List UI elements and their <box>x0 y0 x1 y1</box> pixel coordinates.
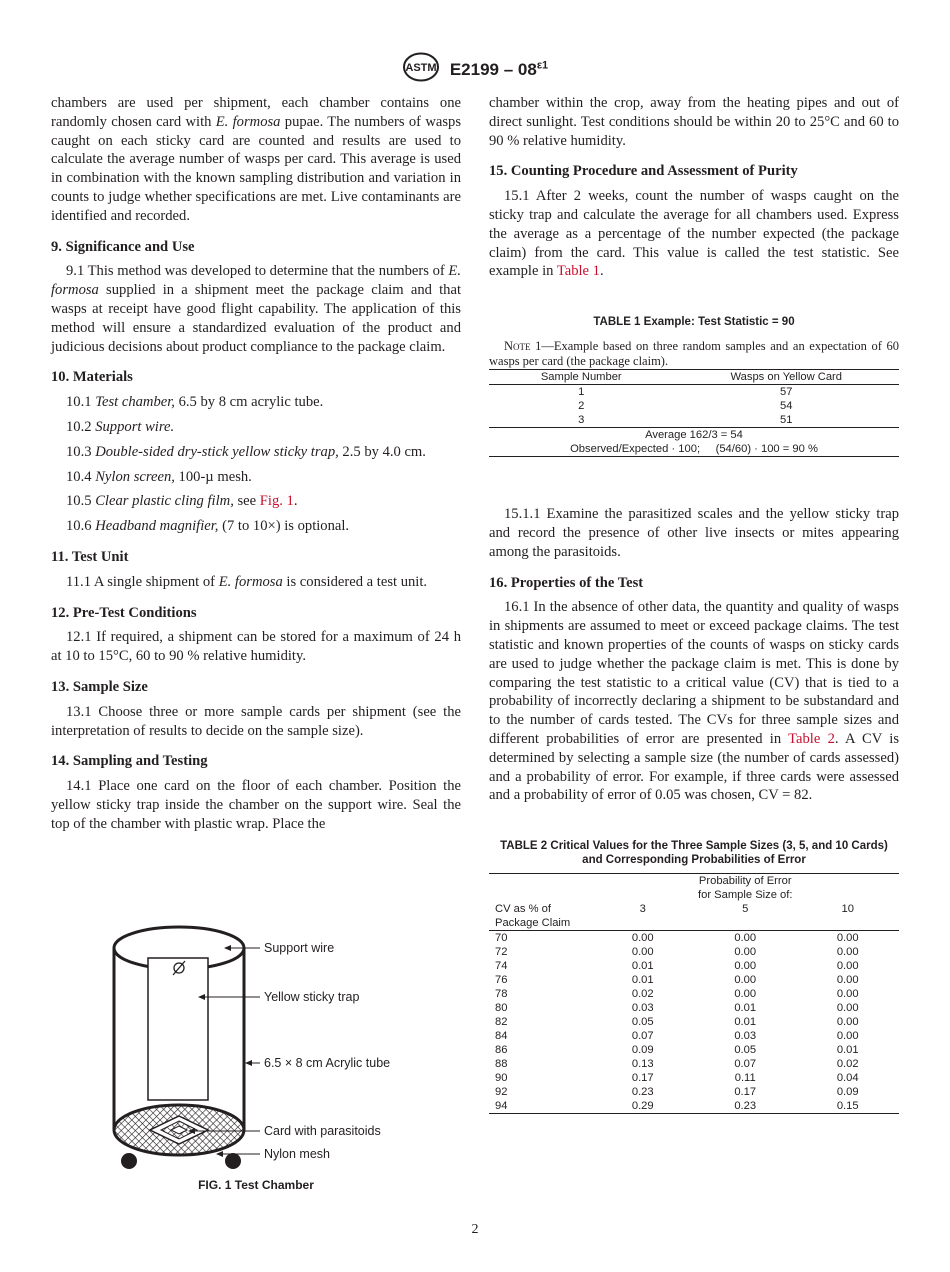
intro-paragraph: chambers are used per shipment, each chamber contains one randomly chosen card with E. formosa pupae. The numbers of wasps caught on each sticky card are counted and results are used to calculate the average number of wasps per card. This average is used in combination with the known sampling distribution and variation in counts to judge whether specifications are met. Live contaminants are identified and recorded. <box>51 95 462 224</box>
section-14-heading: 14. Sampling and Testing <box>51 753 208 770</box>
table-cell: 0.00 <box>631 946 654 959</box>
material-item: 10.2 Support wire. <box>66 418 175 435</box>
table-cell: 0.00 <box>836 932 859 945</box>
table-1 <box>489 369 899 457</box>
section-16-1: 16.1 In the absence of other data, the quantity and quality of wasps in shipments are assumed to meet or exceed package claims. The test statistic and known properties of the counts of wasps on sticky cards are used to judge whether the package claim is met. This is done by comparing the test statistic to a critical value (CV) that is tied to a probability of incorrectly declaring a shipment to be substandard and to the number of cards tested. The CVs for three sample sizes and different probabilities of error are presented in Table 2. A CV is determined by selecting a sample size (the number of cards assessed) and a probability of error. For example, if three cards were assessed and a probability of error of 0.05 was chosen, CV = 82. <box>489 599 900 804</box>
table-1-note: Note 1—Example based on three random samples and an expectation of 60 wasps per card (the package claim). <box>489 339 899 369</box>
table-row <box>489 1043 899 1057</box>
section-11-heading: 11. Test Unit <box>51 548 129 565</box>
continued-paragraph: chamber within the crop, away from the heating pipes and out of direct sunlight. Test conditions should be within 20 to 25°C and 60 to 90 % relative humidity. <box>489 95 899 149</box>
table-cell: 0.29 <box>592 1099 694 1114</box>
table-cell: 0.00 <box>836 946 859 959</box>
table-cell: 0.05 <box>631 1016 654 1029</box>
section-14-1: 14.1 Place one card on the floor of each chamber. Position the yellow sticky trap inside the chamber on the support wire. Seal the top of the chamber with plastic wrap. Place the <box>51 778 461 832</box>
label-yellow-sticky-trap: Yellow sticky trap <box>264 990 360 1004</box>
section-9-1: 9.1 This method was developed to determine that the numbers of E. formosa supplied in a shipment meet the package claim and that wasps at receipt have good flight capability. The application of this method will ensure a standardized evaluation of the product and judicious decisions about product compliance to the package claim. <box>51 263 461 355</box>
table-row: 3 51 <box>578 414 793 427</box>
table-1-link[interactable]: Table 1 <box>556 263 600 280</box>
table-cell: 0.00 <box>836 988 859 1001</box>
section-13-heading: 13. Sample Size <box>51 678 148 695</box>
table-1-observed: Observed/Expected · 100; (54/60) · 100 = 90 % <box>489 442 899 457</box>
table-2-link[interactable]: Table 2 <box>788 730 835 747</box>
table-cell: 0.23 <box>694 1099 796 1114</box>
table-cell: 78 <box>495 988 508 1001</box>
svg-text:ASTM: ASTM <box>405 62 437 74</box>
table-cell: 74 <box>495 960 508 973</box>
section-15-1: 15.1 After 2 weeks, count the number of wasps caught on the sticky trap and calculate the average for all chambers used. Express the average as a percentage of the number expected (the package claim) from the card. This value is called the test statistic. See example in Table 1. <box>489 188 899 280</box>
table-row <box>489 987 899 1001</box>
table-cell: 0.07 <box>734 1058 757 1071</box>
table-cell: 0.01 <box>734 1002 757 1015</box>
table-cell: 0.02 <box>836 1058 859 1071</box>
astm-logo-icon <box>402 52 440 87</box>
label-card-with-parasitoids: Card with parasitoids <box>264 1124 381 1138</box>
left-column <box>51 94 461 834</box>
material-item: 10.5 Clear plastic cling film, see Fig. 1. <box>66 493 298 510</box>
table-cell: 0.23 <box>631 1086 654 1099</box>
table-row: 2 54 <box>578 400 793 413</box>
table-cell: 0.00 <box>631 932 654 945</box>
table-1-header: Sample Number <box>489 370 674 385</box>
table-cell: 76 <box>495 974 508 987</box>
table-cell: 0.00 <box>836 974 859 987</box>
table-cell: 0.01 <box>734 1016 757 1029</box>
table-cell: 82 <box>495 1016 508 1029</box>
table-cell: 0.00 <box>734 960 757 973</box>
section-9-heading: 9. Significance and Use <box>51 238 195 255</box>
section-11-1: 11.1 A single shipment of E. formosa is considered a test unit. <box>66 573 428 590</box>
figure-caption: FIG. 1 Test Chamber <box>198 1178 314 1192</box>
table-cell: 0.13 <box>631 1058 654 1071</box>
table-cell: 0.00 <box>836 1002 859 1015</box>
table-cell: 0.17 <box>734 1086 757 1099</box>
table-cell: 0.09 <box>836 1086 859 1099</box>
section-16-heading: 16. Properties of the Test <box>489 574 644 591</box>
table-cell: 0.03 <box>734 1030 757 1043</box>
right-column <box>489 94 899 1114</box>
section-15-heading: 15. Counting Procedure and Assessment of Purity <box>489 163 798 180</box>
table-cell: 0.17 <box>631 1072 654 1085</box>
table-row <box>489 1071 899 1085</box>
table-2-header: 5 <box>694 902 796 931</box>
table-row <box>489 973 899 987</box>
table-2 <box>489 873 899 1114</box>
table-cell: 0.00 <box>836 960 859 973</box>
table-cell: 92 <box>495 1086 508 1099</box>
table-2-header: 10 <box>796 902 899 931</box>
table-cell: 0.15 <box>796 1099 899 1114</box>
table-cell: 0.00 <box>734 932 757 945</box>
table-cell: 0.05 <box>734 1044 757 1057</box>
table-cell: 0.11 <box>734 1072 756 1085</box>
table-cell: 0.01 <box>836 1044 859 1057</box>
table-2-header: CV as % of Package Claim <box>489 902 592 931</box>
table-row <box>489 1099 899 1114</box>
table-row <box>489 1001 899 1015</box>
table-1-header: Wasps on Yellow Card <box>674 370 900 385</box>
label-acrylic-tube: 6.5 × 8 cm Acrylic tube <box>264 1056 391 1070</box>
table-row <box>489 959 899 973</box>
table-cell: 94 <box>489 1099 592 1114</box>
table-cell: 72 <box>495 946 508 959</box>
fig-1-link[interactable]: Fig. 1 <box>259 493 294 510</box>
table-cell: 0.00 <box>836 1030 859 1043</box>
table-cell: 0.00 <box>836 1016 859 1029</box>
table-2-group-header: for Sample Size of: <box>697 889 793 902</box>
table-cell: 0.00 <box>734 974 757 987</box>
chamber-drawing <box>114 927 260 1169</box>
table-row: 1 57 <box>578 386 793 399</box>
label-nylon-mesh: Nylon mesh <box>264 1147 330 1161</box>
table-2-group-header: Probability of Error <box>698 875 792 888</box>
table-row <box>489 1057 899 1071</box>
table-cell: 0.07 <box>631 1030 654 1043</box>
table-cell: 0.00 <box>734 946 757 959</box>
section-12-heading: 12. Pre-Test Conditions <box>51 604 197 621</box>
material-item: 10.3 Double-sided dry-stick yellow sticky trap, 2.5 by 4.0 cm. <box>66 443 426 460</box>
table-1-average: Average 162/3 = 54 <box>489 428 899 443</box>
table-2-caption: TABLE 2 Critical Values for the Three Sample Sizes (3, 5, and 10 Cards) and Corresponding Probabilities of Error <box>500 840 888 867</box>
material-item: 10.1 Test chamber, 6.5 by 8 cm acrylic tube. <box>66 394 324 411</box>
table-cell: 0.03 <box>631 1002 654 1015</box>
page-number: 2 <box>471 1222 479 1237</box>
standard-code: $E2199 - 08^{\varepsilon 1}$ <box>449 59 549 79</box>
table-row <box>489 1015 899 1029</box>
material-item: 10.6 Headband magnifier, (7 to 10×) is optional. <box>66 518 350 535</box>
table-2-header: 3 <box>592 902 694 931</box>
table-1-caption: TABLE 1 Example: Test Statistic = 90 <box>593 316 795 329</box>
table-cell: 86 <box>495 1044 508 1057</box>
table-cell: 0.02 <box>631 988 654 1001</box>
table-cell: 0.01 <box>631 974 654 987</box>
table-cell: 0.04 <box>836 1072 859 1085</box>
section-12-1: 12.1 If required, a shipment can be stored for a maximum of 24 h at 10 to 15°C, 60 to 90 % relative humidity. <box>51 629 461 665</box>
figure-test-chamber <box>100 918 430 1180</box>
section-13-1: 13.1 Choose three or more sample cards per shipment (see the interpretation of results to decide on the sample size). <box>51 703 461 739</box>
table-cell: 90 <box>495 1072 508 1085</box>
table-cell: 84 <box>495 1030 508 1043</box>
table-cell: 0.00 <box>734 988 757 1001</box>
material-item: 10.4 Nylon screen, 100-µ mesh. <box>66 468 252 485</box>
table-cell: 80 <box>495 1002 508 1015</box>
table-cell: 0.01 <box>631 960 654 973</box>
table-cell: 88 <box>495 1058 508 1071</box>
page-header <box>0 52 950 87</box>
table-cell: 0.09 <box>631 1044 654 1057</box>
table-row <box>489 931 899 946</box>
table-row <box>489 945 899 959</box>
section-10-heading: 10. Materials <box>51 369 133 386</box>
table-row <box>489 1085 899 1099</box>
table-row <box>489 1029 899 1043</box>
table-cell: 70 <box>495 932 508 945</box>
section-15-1-1: 15.1.1 Examine the parasitized scales and the yellow sticky trap and record the presence of other live insects or mites appearing among the parasitoids. <box>489 506 899 560</box>
label-support-wire: Support wire <box>264 941 335 955</box>
